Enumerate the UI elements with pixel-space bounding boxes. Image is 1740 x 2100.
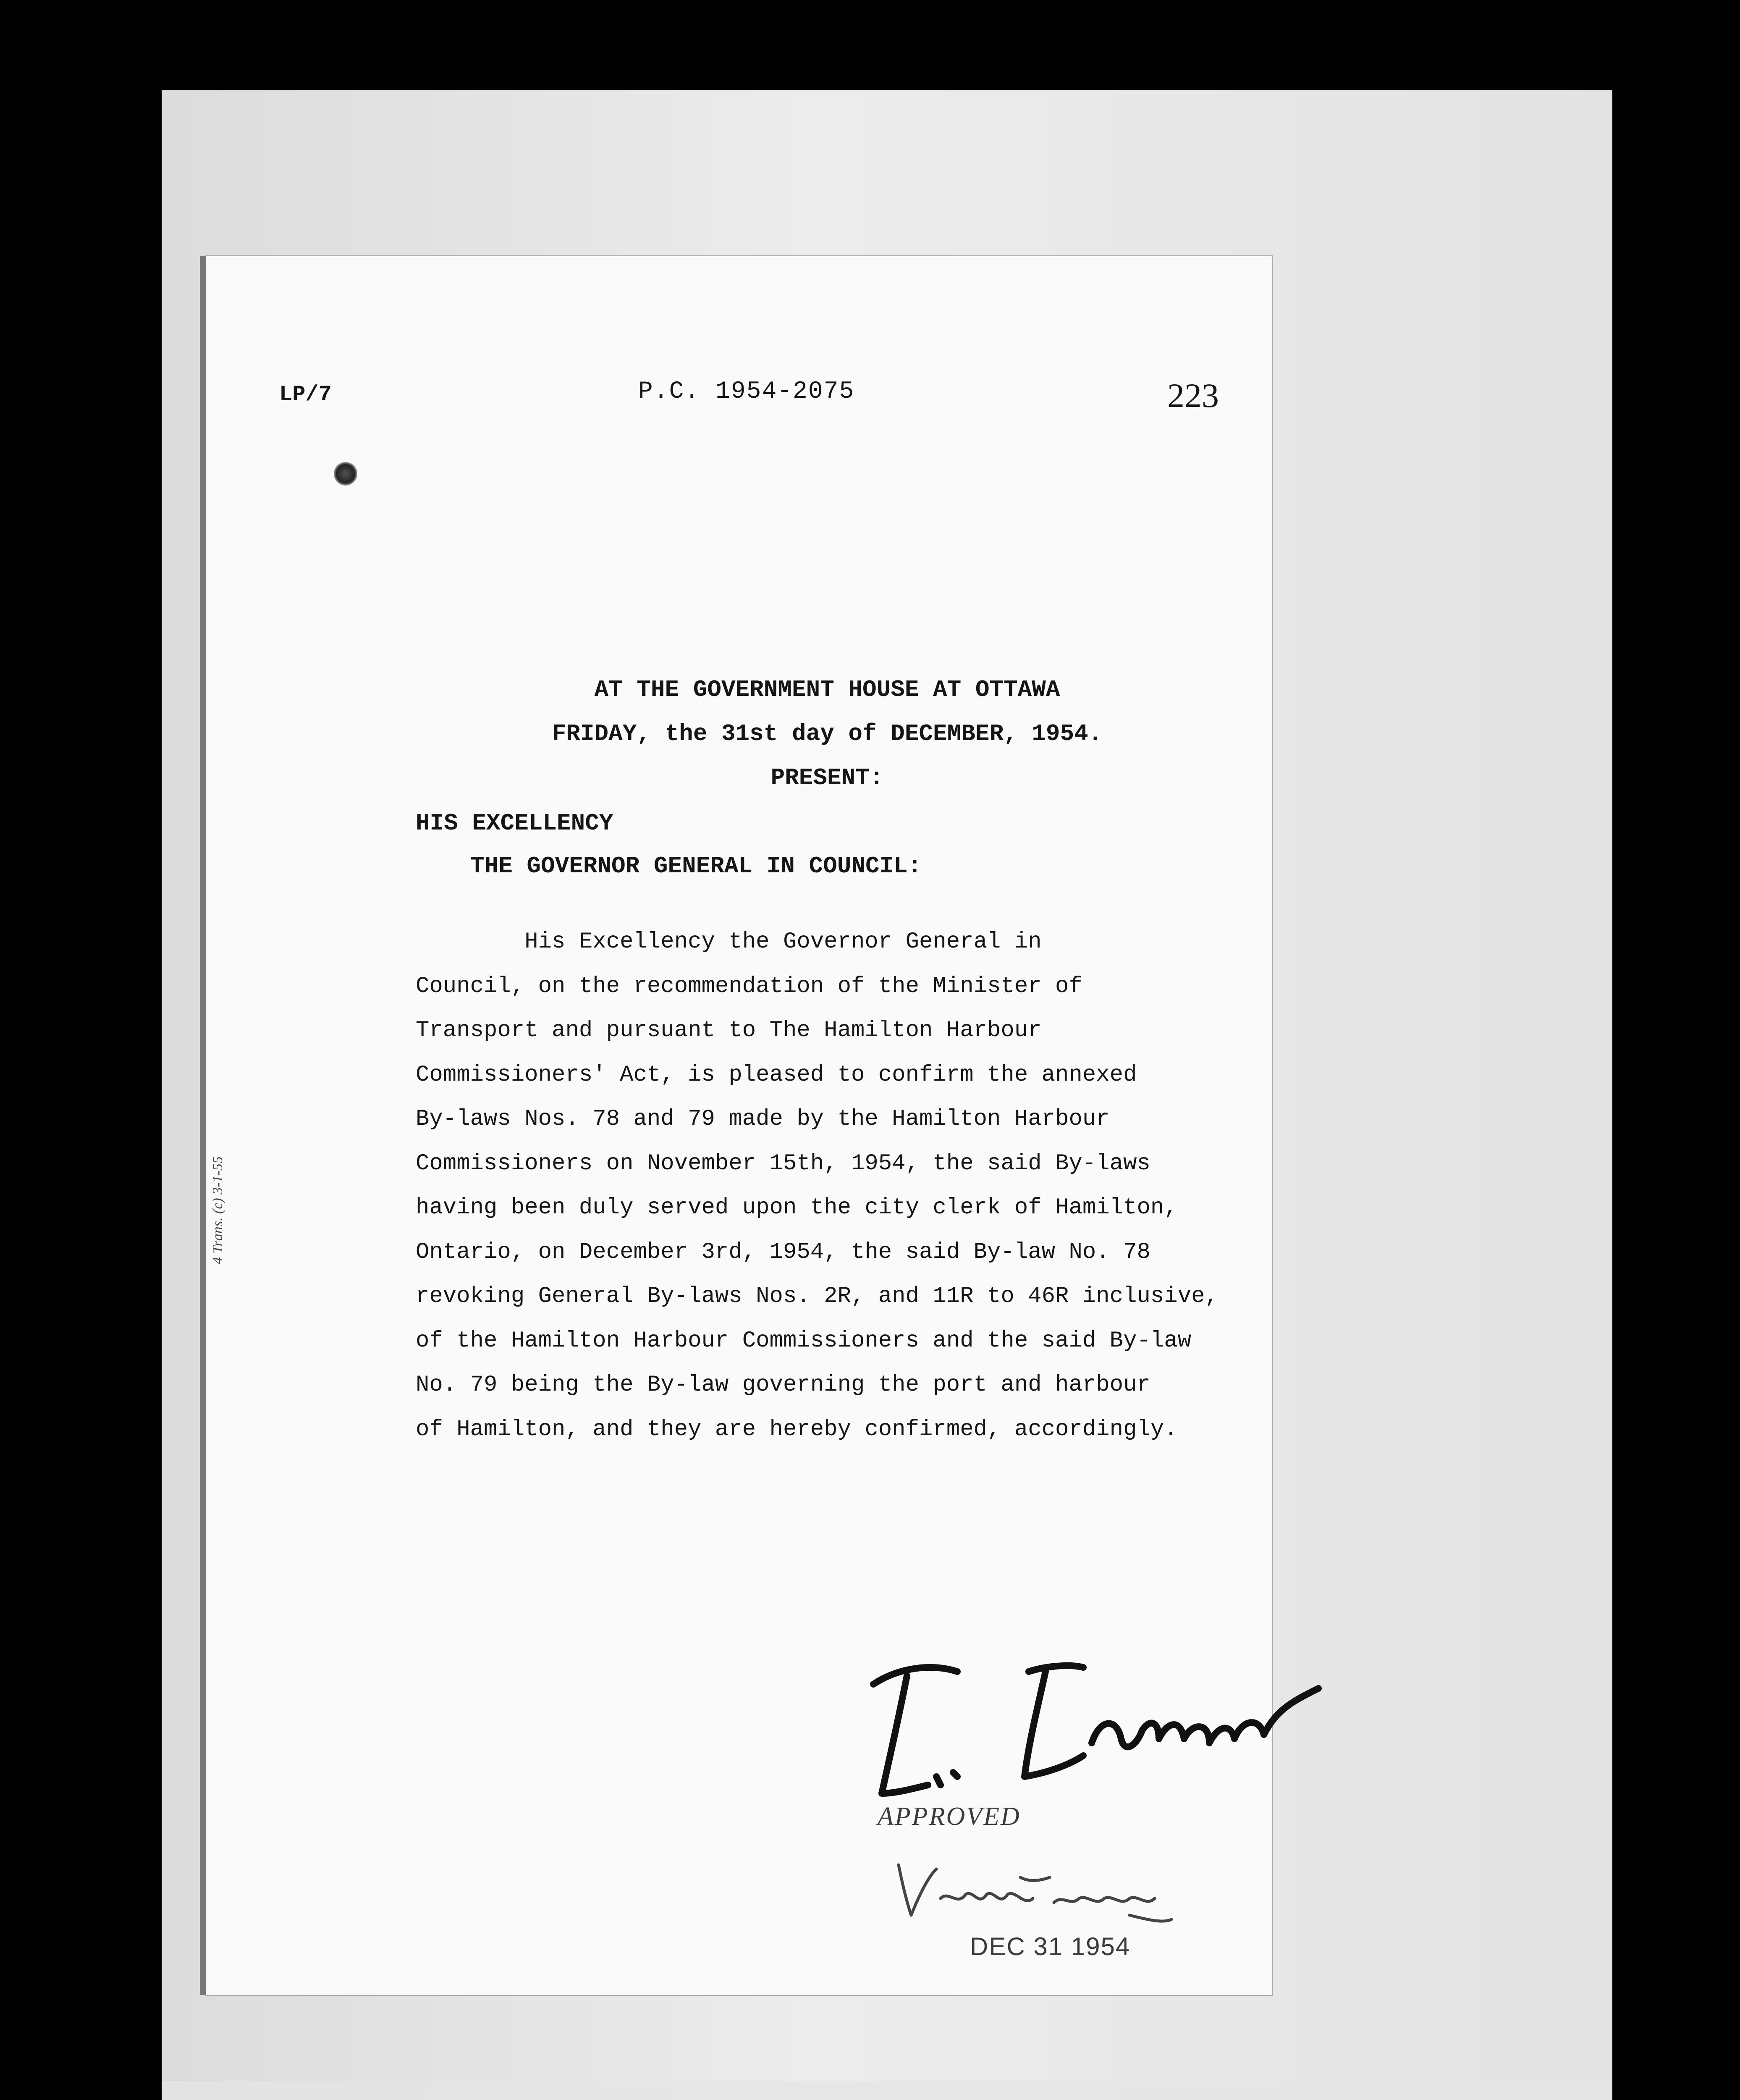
- scan-band: [162, 2081, 1612, 2100]
- order-in-council-page: [206, 256, 1272, 1995]
- body-line: Council, on the recommendation of the Minister of: [416, 973, 1082, 999]
- body-line: having been duly served upon the city clerk of Hamilton,: [416, 1195, 1178, 1221]
- body-line: No. 79 being the By-law governing the port and harbour: [416, 1372, 1150, 1398]
- approval-date-stamp: DEC 31 1954: [970, 1932, 1131, 1961]
- order-body: [416, 920, 1239, 1452]
- margin-annotation: 4 Trans. (c) 3-1-55: [210, 1156, 225, 1264]
- body-line: of Hamilton, and they are hereby confirmed, accordingly.: [416, 1416, 1178, 1442]
- governor-signature-image: [894, 1852, 1188, 1936]
- page-number: 223: [1167, 376, 1219, 415]
- file-code: LP/7: [279, 382, 332, 407]
- heading-date: FRIDAY, the 31st day of DECEMBER, 1954.: [552, 720, 1103, 747]
- body-line: By-laws Nos. 78 and 79 made by the Hamilton Harbour: [416, 1106, 1110, 1132]
- addressee-line-2: THE GOVERNOR GENERAL IN COUNCIL:: [470, 853, 922, 879]
- body-line: of the Hamilton Harbour Commissioners and the said By-law: [416, 1328, 1192, 1354]
- body-line: Transport and pursuant to The Hamilton Harbour: [416, 1018, 1042, 1043]
- body-line: His Excellency the Governor General in: [416, 929, 1042, 955]
- approved-stamp: APPROVED: [878, 1802, 1021, 1831]
- body-line: Commissioners' Act, is pleased to confirm the annexed: [416, 1062, 1137, 1088]
- heading-location: AT THE GOVERNMENT HOUSE AT OTTAWA: [594, 676, 1060, 703]
- signature-image: [848, 1617, 1352, 1827]
- body-line: Ontario, on December 3rd, 1954, the said By-law No. 78: [416, 1239, 1150, 1265]
- punch-hole-icon: [334, 462, 357, 486]
- body-line: Commissioners on November 15th, 1954, the said By-laws: [416, 1150, 1150, 1176]
- body-line: revoking General By-laws Nos. 2R, and 11R to 46R inclusive,: [416, 1284, 1219, 1309]
- addressee-line-1: HIS EXCELLENCY: [416, 810, 613, 837]
- heading-present: PRESENT:: [770, 764, 884, 791]
- order-number: P.C. 1954-2075: [638, 378, 855, 405]
